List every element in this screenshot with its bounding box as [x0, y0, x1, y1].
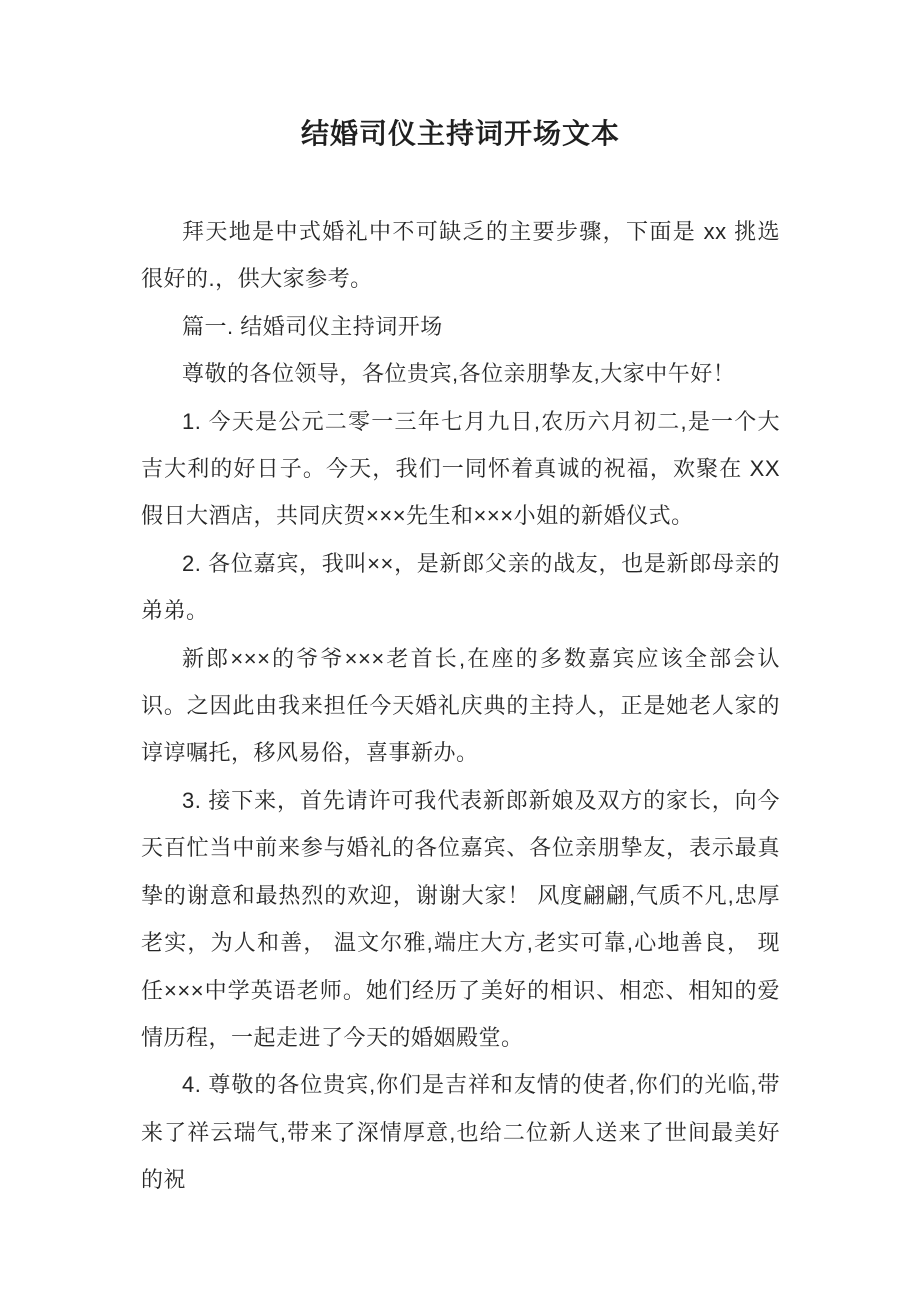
paragraph-item-4: 4. 尊敬的各位贵宾,你们是吉祥和友情的使者,你们的光临,带来了祥云瑞气,带来了深情厚意,也给二位新人送来了世间最美好的祝: [141, 1072, 780, 1193]
paragraph-greeting: 尊敬的各位领导，各位贵宾,各位亲朋挚友,大家中午好！: [182, 361, 736, 387]
paragraph-item-2: 2. 各位嘉宾，我叫××，是新郎父亲的战友，也是新郎母亲的弟弟。: [141, 550, 780, 624]
paragraph-intro: 拜天地是中式婚礼中不可缺乏的主要步骤，下面是 xx 挑选很好的.，供大家参考。: [141, 219, 780, 292]
paragraph-section-heading: 篇一. 结婚司仪主持词开场: [182, 313, 443, 339]
paragraph-item-1: 1. 今天是公元二零一三年七月九日,农历六月初二,是一个大吉大利的好日子。今天，我们一同怀着真诚的祝福，欢聚在 XX 假日大酒店，共同庆贺×××先生和×××小姐的新婚仪式。: [141, 408, 780, 529]
paragraph-item-3: 3. 接下来，首先请许可我代表新郎新娘及双方的家长，向今天百忙当中前来参与婚礼的各位嘉宾、各位亲朋挚友，表示最真挚的谢意和最热烈的欢迎，谢谢大家！ 风度翩翩,气质不凡,忠厚老实，为人和善， 温文尔雅,端庄大方,老实可靠,心地善良， 现任×××中学英语老师。她们经历了美好的相识、相恋、相知的爱情历程，一起走进了今天的婚姻殿堂。: [141, 787, 780, 1050]
document-body: [141, 208, 780, 1204]
document-title: 结婚司仪主持词开场文本: [300, 118, 620, 149]
paragraph-item-2-continued: 新郎×××的爷爷×××老首长,在座的多数嘉宾应该全部会认识。之因此由我来担任今天婚礼庆典的主持人，正是她老人家的谆谆嘱托，移风易俗，喜事新办。: [141, 645, 780, 766]
